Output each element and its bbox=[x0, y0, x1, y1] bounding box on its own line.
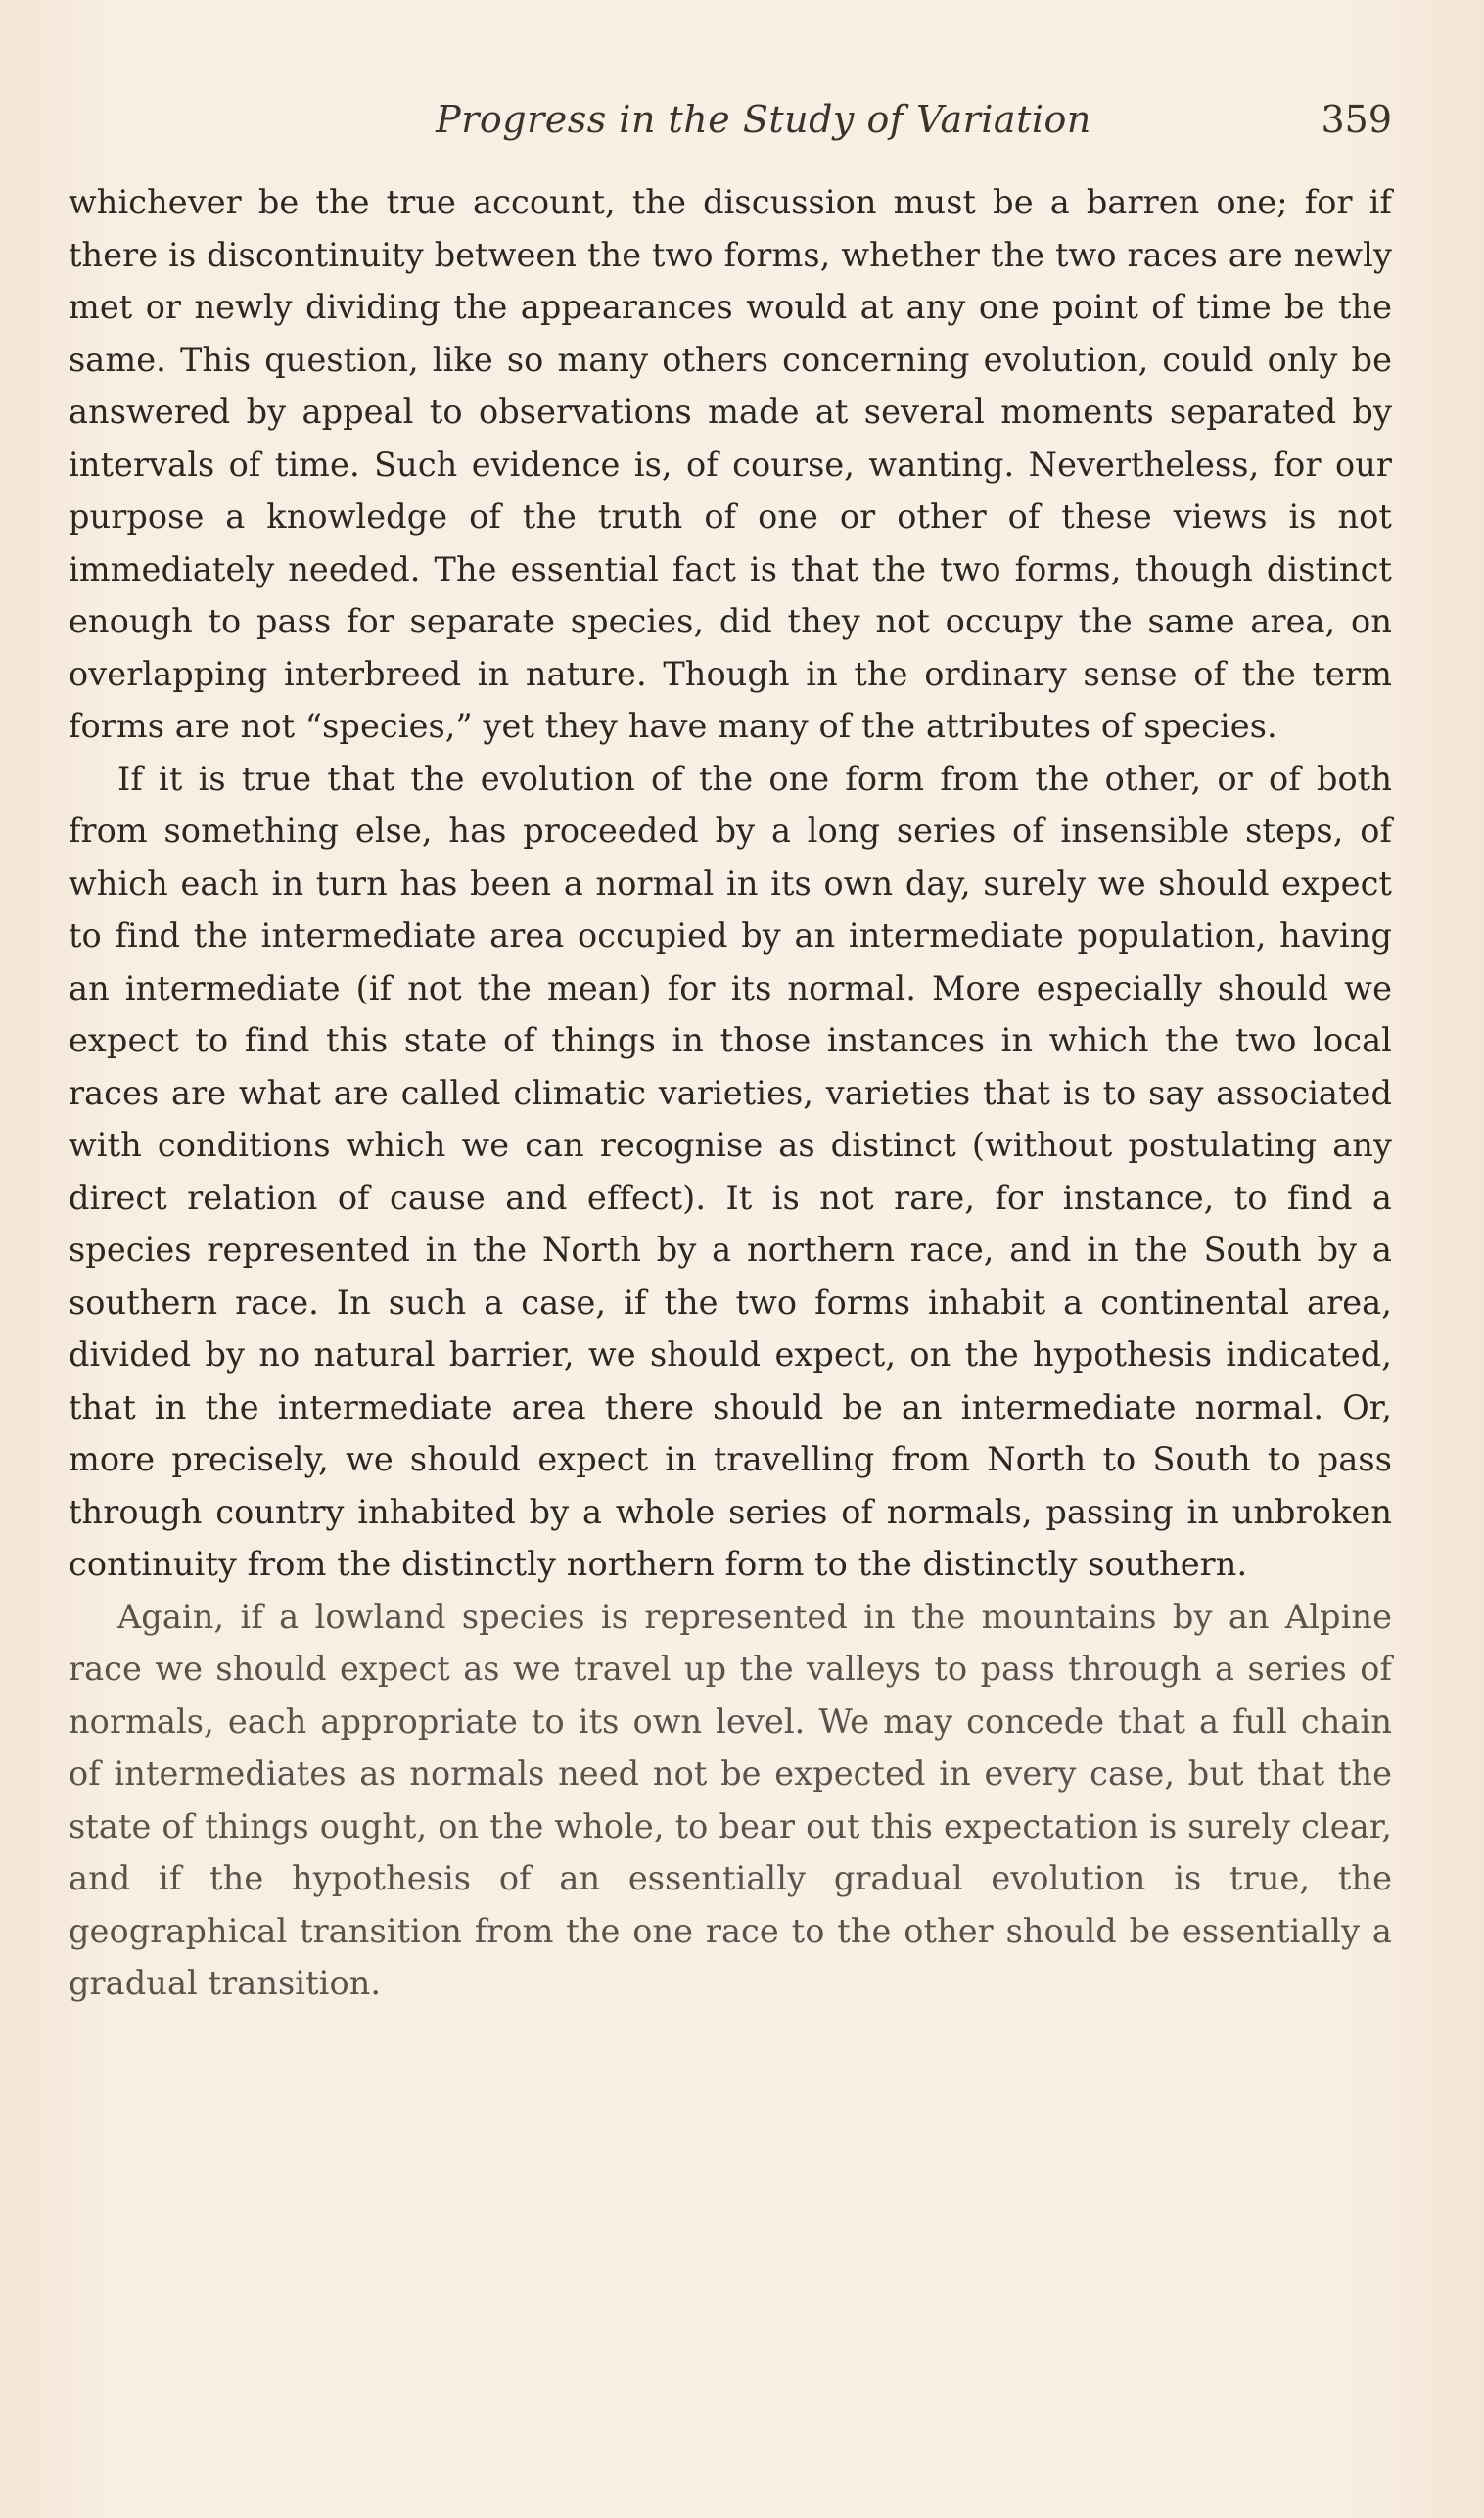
page-number: 359 bbox=[1321, 98, 1392, 141]
paragraph-1: whichever be the true account, the discussion must be a barren one; for if there is discontinuity between the two forms, whether the two races are newly met or newly dividing the appearances would at any one point of time be the same. This question, like so many others concerning evolution, could only be answered by appeal to observations made at several moments separated by intervals of time. Such evidence is, of course, wanting. Nevertheless, for our purpose a knowledge of the truth of one or other of these views is not immediately needed. The essential fact is that the two forms, though distinct enough to pass for separate species, did they not occupy the same area, on overlapping interbreed in nature. Though in the ordinary sense of the term forms are not “species,” yet they have many of the attributes of species. bbox=[69, 183, 1392, 745]
running-head bbox=[69, 90, 1392, 149]
body-text bbox=[69, 176, 1392, 2010]
running-title: Progress in the Study of Variation bbox=[436, 98, 1091, 141]
paragraph-3: Again, if a lowland species is represented in the mountains by an Alpine race we should expect as we travel up the valleys to pass through a series of normals, each appropriate to its own level. We may concede that a full chain of intermediates as normals need not be expected in every case, but that the state of things ought, on the whole, to bear out this expectation is surely clear, and if the hypothesis of an essentially gradual evolution is true, the geographical transition from the one race to the other should be essentially a gradual transition. bbox=[69, 1597, 1392, 2002]
paragraph-2: If it is true that the evolution of the one form from the other, or of both from something else, has proceeded by a long series of insensible steps, of which each in turn has been a normal in its own day, surely we should expect to find the intermediate area occupied by an intermediate population, having an intermediate (if not the mean) for its normal. More especially should we expect to find this state of things in those instances in which the two local races are what are called climatic varieties, varieties that is to say associated with conditions which we can recognise as distinct (without postulating any direct relation of cause and effect). It is not rare, for instance, to find a species represented in the North by a northern race, and in the South by a southern race. In such a case, if the two forms inhabit a continental area, divided by no natural barrier, we should expect, on the hypothesis indicated, that in the intermediate area there should be an intermediate normal. Or, more precisely, we should expect in travelling from North to South to pass through country inhabited by a whole series of normals, passing in unbroken continuity from the distinctly northern form to the distinctly southern. bbox=[69, 759, 1392, 1583]
